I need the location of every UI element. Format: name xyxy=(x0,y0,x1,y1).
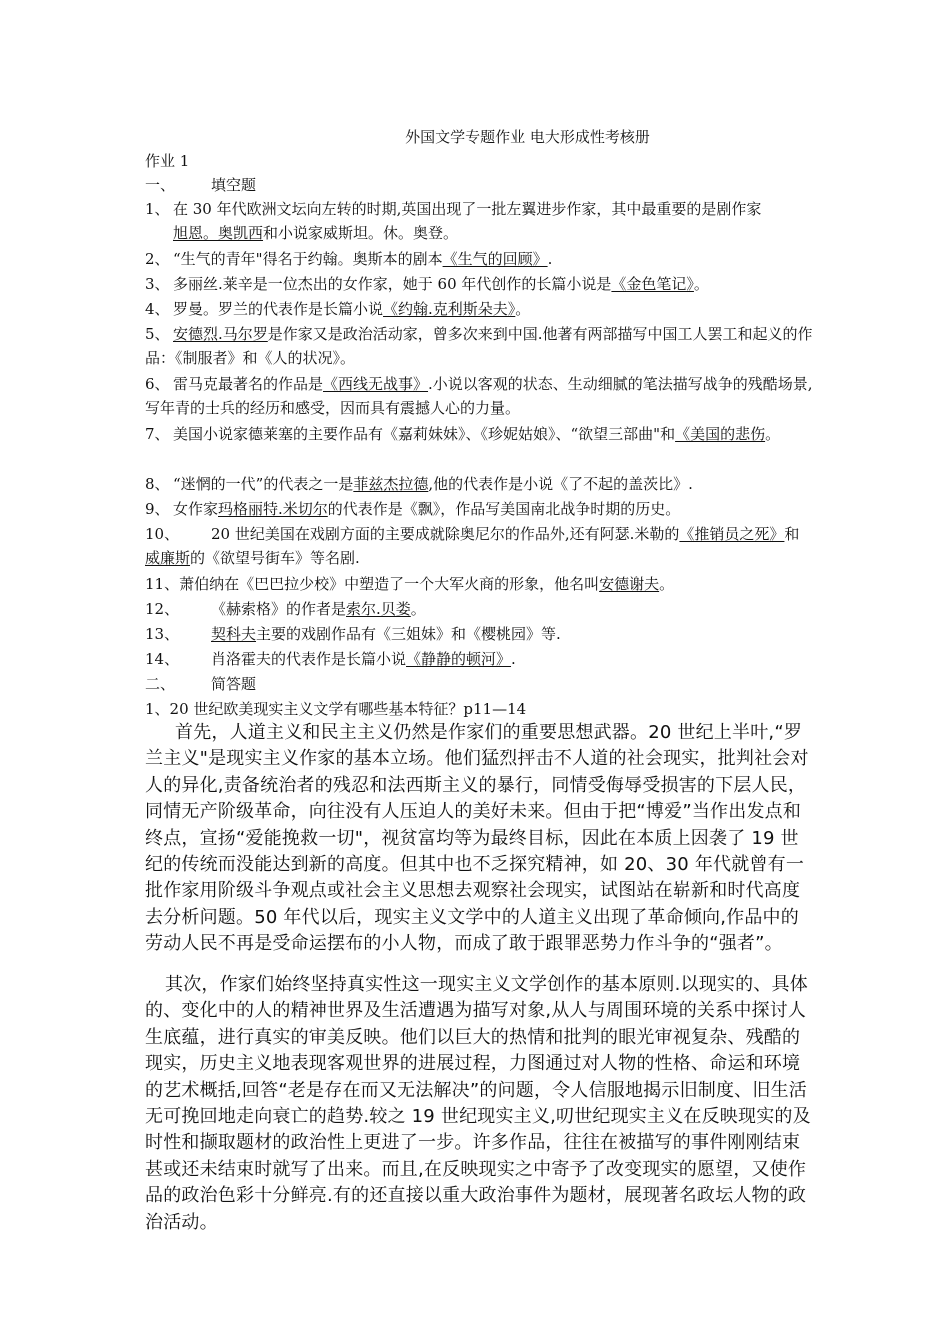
list-item xyxy=(145,498,813,522)
item-text: .小说以客观的状态、生动细腻的笔法描写战争的残酷场景,写年青的士兵的经历和感受，因而具有震撼人心的力量。 xyxy=(145,375,813,417)
list-item xyxy=(145,273,813,297)
section-heading-short-answer xyxy=(145,673,815,695)
item-number: 11、 xyxy=(145,575,180,593)
section-number: 二、 xyxy=(145,675,176,693)
item-text: 是作家又是政治活动家，曾多次来到中国.他著有两部描写中国工人罢工和起义的作品：《制服者》和《人的状况》。 xyxy=(145,325,813,367)
item-text: 的代表作是《飘》，作品写美国南北战争时期的历史。 xyxy=(327,500,681,518)
list-item xyxy=(145,323,813,370)
answer-blank: 菲兹杰拉德 xyxy=(353,475,429,493)
list-item xyxy=(145,523,813,570)
list-item xyxy=(145,598,813,622)
item-text: ,他的代表作是小说《了不起的盖茨比》. xyxy=(428,475,693,493)
answer-blank: 旭恩。奥凯西 xyxy=(173,223,264,242)
assignment-label: 作业 1 xyxy=(145,152,190,170)
answer-blank: 索尔.贝娄 xyxy=(346,600,411,618)
list-item xyxy=(145,423,813,447)
list-item xyxy=(145,473,813,497)
section-number: 一、 xyxy=(145,176,176,194)
item-text: 罗曼。罗兰的代表作是长篇小说 xyxy=(173,300,384,318)
item-text: 在 30 年代欧洲文坛向左转的时期,英国出现了一批左翼进步作家，其中最重要的是剧作家 xyxy=(173,200,762,218)
answer-blank: 安德谢夫 xyxy=(599,575,660,593)
section-heading-fill-blank xyxy=(145,174,815,196)
item-number: 14、 xyxy=(145,650,180,668)
answer-blank: 《金色笔记》 xyxy=(611,275,694,293)
answer-blank: 威廉斯 xyxy=(145,548,191,567)
item-number: 7、 xyxy=(145,425,170,443)
answer-paragraph-2: 其次，作家们始终坚持真实性这一现实主义文学创作的基本原则.以现实的、具体的、变化中的人的精神世界及生活遭遇为描写对象,从人与周围环境的关系中探讨人生底蕴，进行真实的审美反映。他们以巨大的热情和批判的眼光审视复杂、残酷的现实，历史主义地表现客观世界的进展过程，力图通过对人物的性格、命运和环境的艺术概括,回答“老是存在而又无法解决”的问题，令人信服地揭示旧制度、旧生活无可挽回地走向衰亡的趋势.较之 19 世纪现实主义,叨世纪现实主义在反映现实的及时性和撷取题材的政治性上更进了一步。许多作品，往往在被描写的事件刚刚结束甚或还未结束时就写了出来。而且,在反映现实之中寄予了改变现实的愿望，又使作品的政治色彩十分鲜亮.有的还直接以重大政治事件为题材，展现著名政坛人物的政治活动。 xyxy=(145,974,811,1233)
list-item xyxy=(145,648,813,672)
item-text: 。 xyxy=(693,275,709,293)
item-number: 8、 xyxy=(145,475,170,493)
list-item xyxy=(145,623,813,647)
list-item xyxy=(145,373,813,420)
item-number: 10、 xyxy=(145,525,180,543)
section-label: 填空题 xyxy=(211,176,257,194)
item-number: 12、 xyxy=(145,600,180,618)
item-text: 主要的戏剧作品有《三姐妹》和《樱桃园》等. xyxy=(256,625,561,643)
section-label: 简答题 xyxy=(211,675,257,693)
item-text: 。 xyxy=(410,600,426,618)
item-text: “迷惘的一代”的代表之一是 xyxy=(173,475,354,493)
list-item xyxy=(145,573,813,597)
item-text: 女作家 xyxy=(173,500,219,518)
answer-blank: 《推销员之死》 xyxy=(679,525,785,543)
answer-blank: 《生气的回顾》 xyxy=(442,250,548,268)
item-text: 和 xyxy=(784,525,800,543)
item-number: 9、 xyxy=(145,500,170,518)
answer-blank: 契科夫 xyxy=(211,625,257,643)
item-text: 。 xyxy=(515,300,531,318)
item-number: 13、 xyxy=(145,625,180,643)
item-text: 20 世纪美国在戏剧方面的主要成就除奥尼尔的作品外,还有阿瑟.米勒的 xyxy=(211,525,680,543)
item-text: 雷马克最著名的作品是 xyxy=(173,375,324,393)
item-number: 6、 xyxy=(145,375,170,393)
item-text: 美国小说家德莱塞的主要作品有《嘉莉妹妹》、《珍妮姑娘》、“欲望三部曲"和 xyxy=(173,425,676,443)
question-heading: 1、20 世纪欧美现实主义文学有哪些基本特征？p11—14 xyxy=(145,700,527,718)
item-text: . xyxy=(511,650,516,668)
document-title: 外国文学专题作业 电大形成性考核册 xyxy=(405,128,650,146)
list-item xyxy=(145,198,813,245)
item-number: 3、 xyxy=(145,275,170,293)
item-continuation xyxy=(145,222,813,246)
item-number: 4、 xyxy=(145,300,170,318)
item-text: 的《欲望号街车》等名剧. xyxy=(190,548,360,567)
list-item xyxy=(145,298,813,322)
item-text: 多丽丝.莱辛是一位杰出的女作家，她于 60 年代创作的长篇小说是 xyxy=(173,275,612,293)
answer-blank: 《西线无战事》 xyxy=(323,375,429,393)
answer-blank: 《美国的悲伤 xyxy=(675,425,766,443)
item-text: 和小说家威斯坦。休。奥登。 xyxy=(263,223,459,242)
answer-blank: 玛格丽特.米切尔 xyxy=(218,500,328,518)
item-text: . xyxy=(547,250,553,268)
answer-blank: 《静静的顿河》 xyxy=(406,650,512,668)
answer-paragraph-1: 首先，人道主义和民主主义仍然是作家们的重要思想武器。20 世纪上半叶,“罗兰主义"是现实主义作家的基本立场。他们猛烈抨击不人道的社会现实，批判社会对人的异化,责备统治者的残忍和法西斯主义的暴行，同情受侮辱受损害的下层人民，同情无产阶级革命，向往没有人压迫人的美好未来。但由于把“博爱”当作出发点和终点，宣扬“爱能挽救一切"，视贫富均等为最终目标，因此在本质上因袭了 19 世纪的传统而没能达到新的高度。但其中也不乏探究精神，如 20、30 年代就曾有一批作家用阶级斗争观点或社会主义思想去观察社会现实，试图站在崭新和时代高度去分析问题。50 年代以后，现实主义文学中的人道主义出现了革命倾向,作品中的劳动人民不再是受命运摆布的小人物，而成了敢于跟罪恶势力作斗争的“强者”。 xyxy=(145,722,809,955)
item-number: 5、 xyxy=(145,325,170,343)
item-number: 2、 xyxy=(145,250,170,268)
item-text: 萧伯纳在《巴巴拉少校》中塑造了一个大军火商的形象，他名叫 xyxy=(179,575,600,593)
item-text: 。 xyxy=(659,575,675,593)
item-text: “生气的青年"得名于约翰。奥斯本的剧本 xyxy=(173,250,443,268)
item-number: 1、 xyxy=(145,200,170,218)
answer-blank: 《约翰.克利斯朵夫》 xyxy=(383,300,516,318)
item-text: 肖洛霍夫的代表作是长篇小说 xyxy=(211,650,407,668)
answer-blank: 安德烈.马尔罗 xyxy=(173,325,268,343)
list-item xyxy=(145,248,813,272)
item-text: 《赫索格》的作者是 xyxy=(211,600,347,618)
item-text: 。 xyxy=(765,425,781,443)
